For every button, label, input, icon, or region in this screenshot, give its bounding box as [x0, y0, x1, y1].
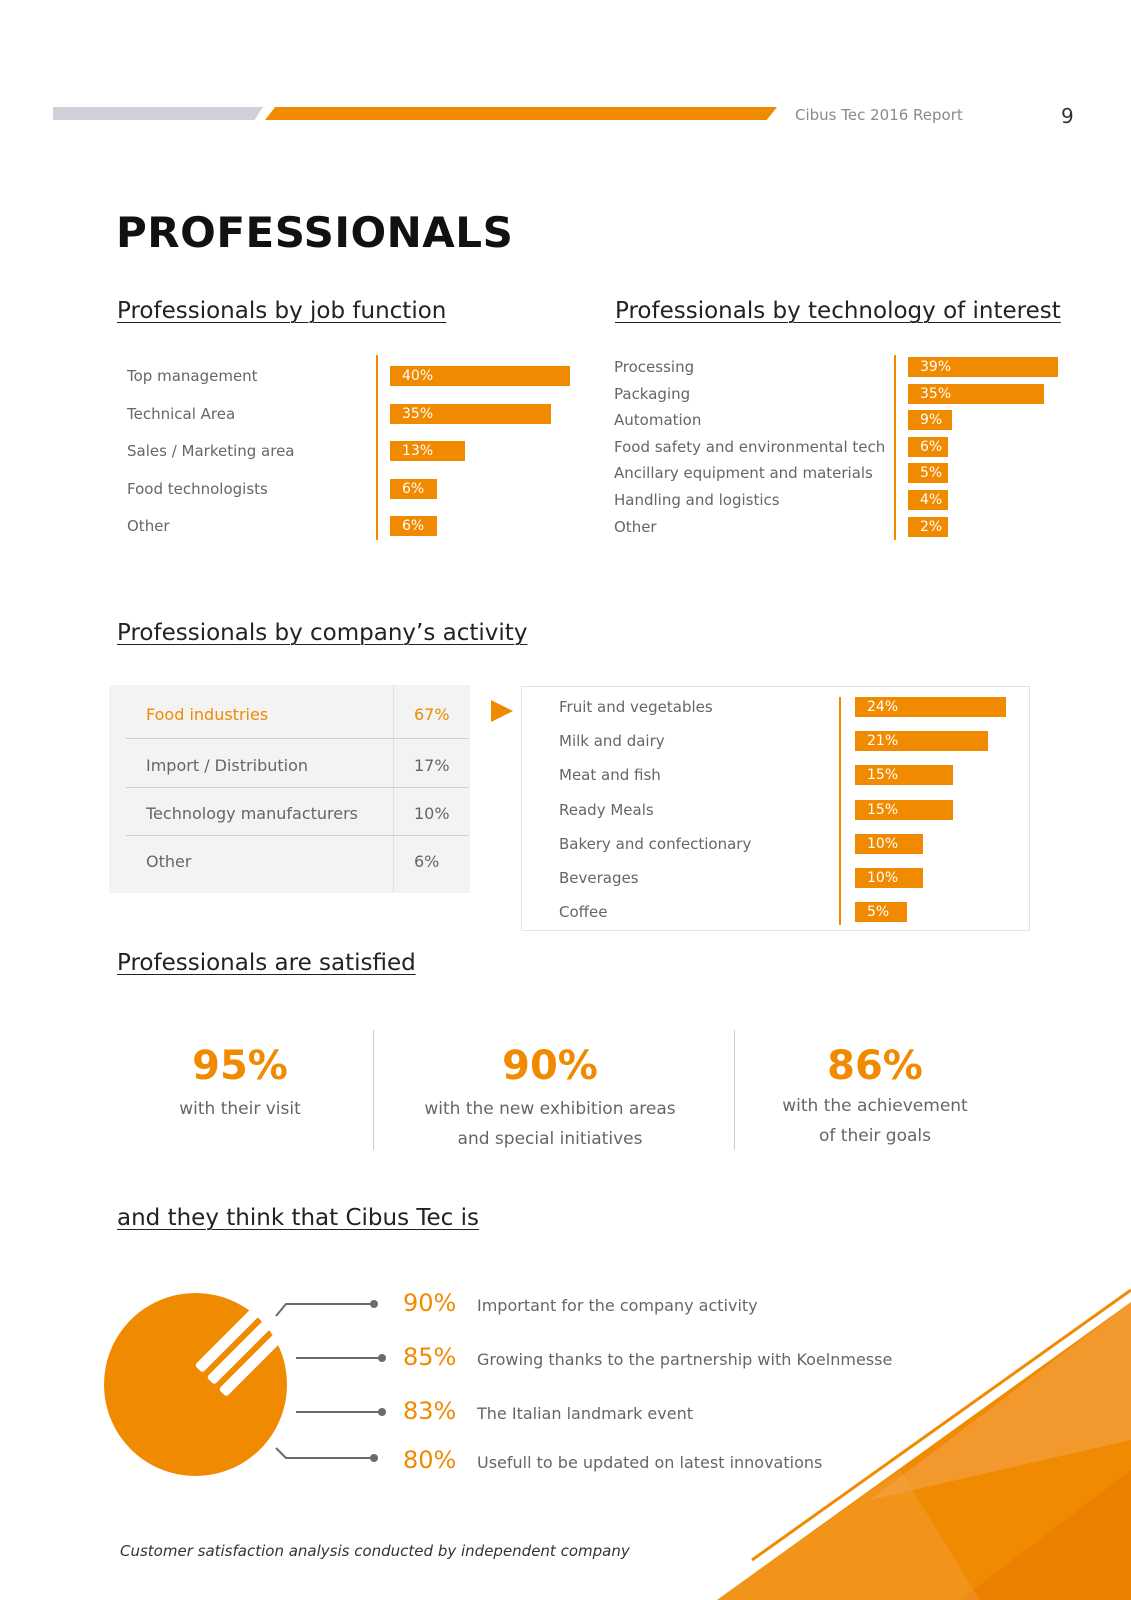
think-label: Growing thanks to the partnership with Koelnmesse — [477, 1350, 893, 1369]
satisfied-text: of their goals — [819, 1126, 931, 1146]
bar-category-label: Top management — [127, 367, 258, 385]
think-label: Important for the company activity — [477, 1296, 758, 1315]
job-function-title: Professionals by job function — [117, 298, 447, 324]
bar: 5% — [855, 902, 907, 922]
bar: 13% — [390, 441, 465, 461]
column-divider — [373, 1030, 374, 1150]
bar: 40% — [390, 366, 570, 386]
bar: 35% — [908, 384, 1044, 404]
think-label: The Italian landmark event — [477, 1404, 693, 1423]
think-pct: 85% — [403, 1343, 457, 1371]
column-divider — [734, 1030, 735, 1150]
arrow-right-icon — [491, 700, 513, 722]
think-label: Usefull to be updated on latest innovations — [477, 1453, 823, 1472]
satisfied-pct: 95% — [192, 1043, 288, 1089]
bar-category-label: Bakery and confectionary — [559, 834, 752, 853]
header-orange-bar — [265, 107, 777, 120]
think-title: and they think that Cibus Tec is — [117, 1205, 480, 1231]
bar: 5% — [908, 463, 948, 483]
satisfied-title: Professionals are satisfied — [117, 950, 416, 976]
page-number: 9 — [1061, 104, 1074, 128]
bar-category-label: Other — [127, 517, 170, 535]
think-pct: 80% — [403, 1446, 457, 1474]
bar: 6% — [908, 437, 948, 457]
satisfied-text: with the new exhibition areas — [424, 1099, 676, 1119]
table-row-value: 67% — [414, 705, 450, 724]
bar: 4% — [908, 490, 948, 510]
table-row-value: 17% — [414, 756, 450, 775]
pie-graphic — [104, 1293, 287, 1476]
bar: 21% — [855, 731, 988, 751]
table-row-name: Import / Distribution — [146, 756, 309, 775]
satisfied-text: with their visit — [179, 1099, 301, 1119]
activity-table-rule — [126, 738, 469, 739]
bar-category-label: Fruit and vegetables — [559, 698, 713, 716]
bar: 39% — [908, 357, 1058, 377]
bar-category-label: Beverages — [559, 869, 639, 887]
footer-note: Customer satisfaction analysis conducted by independent company — [120, 1542, 630, 1560]
bar: 24% — [855, 697, 1006, 717]
bar-category-label: Technical Area — [127, 404, 236, 423]
bar: 10% — [855, 868, 923, 888]
satisfied-pct: 86% — [827, 1043, 923, 1089]
bar: 2% — [908, 517, 948, 537]
company-activity-title: Professionals by company’s activity — [117, 620, 528, 646]
bar-category-label: Food technologists — [127, 479, 268, 498]
bar-category-label: Food safety and environmental tech — [614, 437, 886, 456]
satisfied-text: with the achievement — [782, 1096, 968, 1116]
satisfied-text: and special initiatives — [457, 1129, 643, 1149]
bar-category-label: Handling and logistics — [614, 491, 780, 509]
bar: 35% — [390, 404, 551, 424]
page-title: PROFESSIONALS — [116, 208, 514, 257]
bar-category-label: Other — [614, 517, 657, 536]
bar: 6% — [390, 479, 437, 499]
bar-category-label: Ready Meals — [559, 800, 654, 819]
bar-category-label: Packaging — [614, 384, 691, 403]
bar: 15% — [855, 800, 953, 820]
table-row-name: Other — [146, 852, 192, 871]
satisfied-pct: 90% — [502, 1043, 598, 1089]
bar-category-label: Sales / Marketing area — [127, 442, 295, 460]
table-row-value: 10% — [414, 804, 450, 823]
bar: 15% — [855, 765, 953, 785]
think-pct: 90% — [403, 1289, 457, 1317]
bar-category-label: Meat and fish — [559, 766, 661, 785]
food-industries-axis — [839, 697, 841, 925]
table-row-name: Technology manufacturers — [146, 804, 359, 823]
header-grey-bar — [53, 107, 263, 120]
bar-category-label: Coffee — [559, 903, 608, 922]
activity-table-rule — [126, 787, 469, 788]
technology-title: Professionals by technology of interest — [615, 298, 1061, 324]
bar-category-label: Ancillary equipment and materials — [614, 464, 873, 483]
connector-lines — [270, 1290, 390, 1470]
bar: 9% — [908, 410, 952, 430]
bar-category-label: Automation — [614, 411, 702, 430]
bar-category-label: Milk and dairy — [559, 732, 665, 751]
table-row-name: Food industries — [146, 705, 269, 724]
table-row-value: 6% — [414, 852, 440, 871]
technology-axis — [894, 355, 896, 540]
think-pct: 83% — [403, 1397, 457, 1425]
bar: 6% — [390, 516, 437, 536]
activity-table-rule — [126, 835, 469, 836]
activity-table-divider — [393, 685, 394, 893]
bar: 10% — [855, 834, 923, 854]
job-function-axis — [376, 355, 378, 540]
report-title: Cibus Tec 2016 Report — [795, 106, 963, 124]
bar-category-label: Processing — [614, 358, 695, 376]
